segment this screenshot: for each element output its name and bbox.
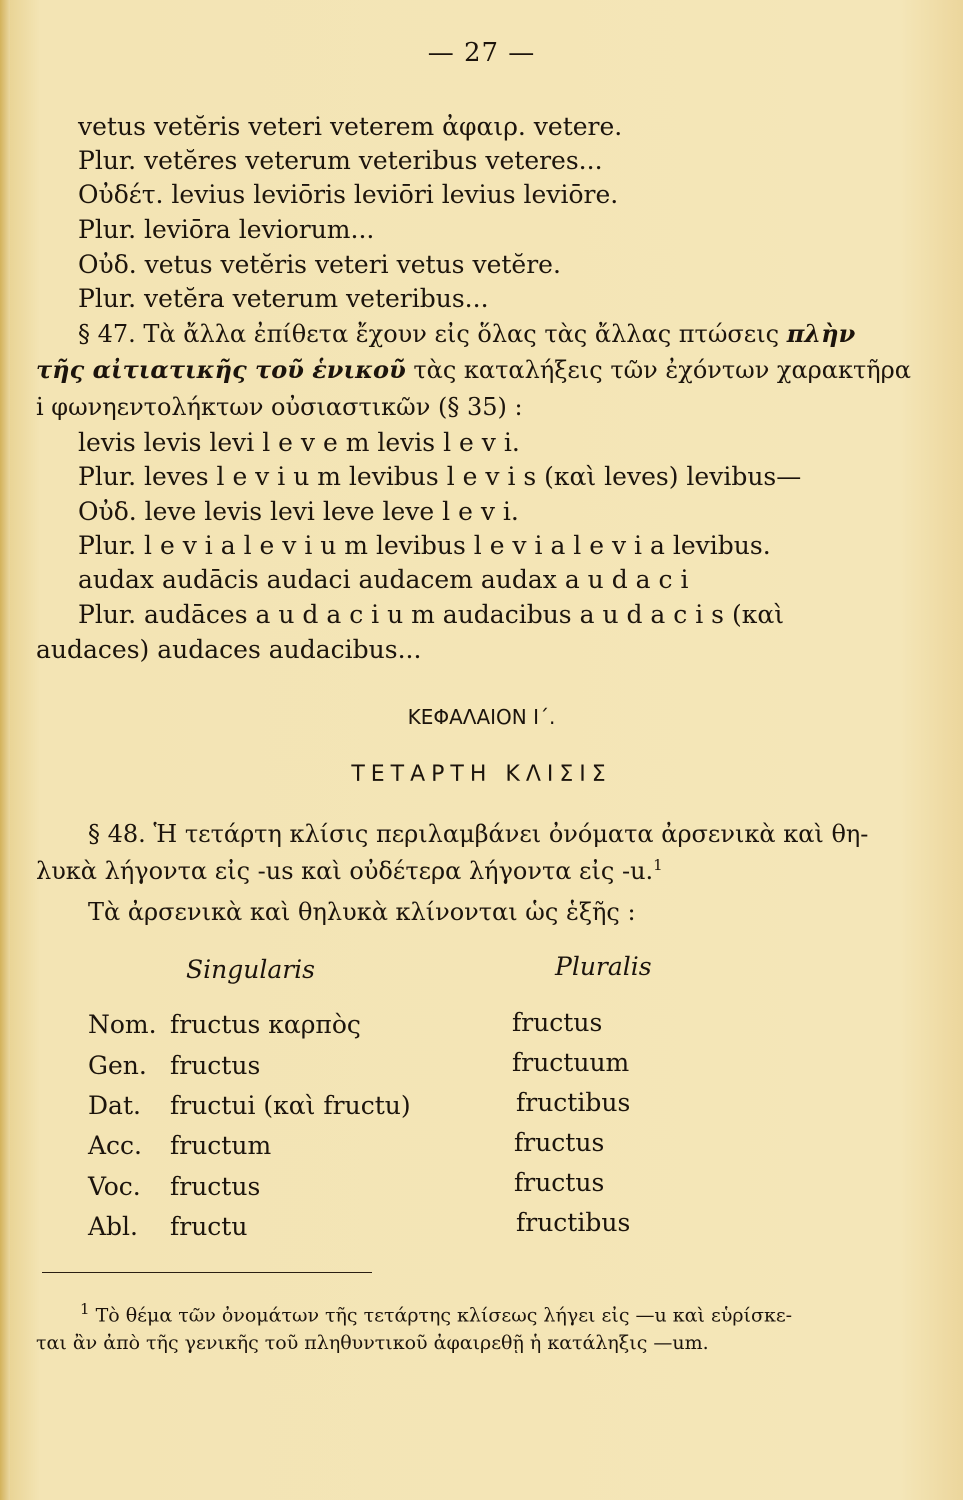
plural-form: fructuum [512,1048,630,1077]
par47-emphasis: τῆς αἰτιατικῆς τοῦ ἑνικοῦ [36,355,406,384]
text-line: Plur. vetĕres veterum veteribus veteres... [78,146,603,175]
paragraph-48-line2 [36,858,663,883]
text-line: Plur. vetĕra veterum veteribus... [78,284,489,313]
paragraph-47-line2 [36,355,911,384]
singular-form: fructu [170,1212,248,1241]
footnote-text: Τὸ θέμα τῶν ὀνομάτων τῆς τετάρτης κλίσεως λήγει εἰς —u καὶ εὑρίσκε- [95,1304,793,1327]
page-edge [0,0,10,1500]
paragraph-48-line3: Τὰ ἀρσενικὰ καὶ θηλυκὰ κλίνονται ὡς ἑξῆς : [88,898,636,926]
example-line: Plur. leves l e v i u m levibus l e v i s (καὶ leves) levibus— [78,462,802,491]
case-label: Nom. [88,1010,157,1039]
case-label: Gen. [88,1051,147,1080]
plural-form: fructus [512,1008,603,1037]
singular-form: fructus καρπὸς [170,1010,361,1039]
case-label: Dat. [88,1091,141,1120]
text-line: vetus vetĕris veteri veterem ἀφαιρ. vetere. [78,112,623,141]
par47-text: τὰς καταλήξεις τῶν ἐχόντων χαρακτῆρα [413,356,911,384]
page-number: — 27 — [427,38,536,68]
example-line: Οὐδ. leve levis levi leve leve l e v i. [78,497,519,526]
par47-lead: § 47. Τὰ ἄλλα ἐπίθετα ἔχουν εἰς ὅλας τὰς ἄλλας πτώσεις [78,320,780,348]
text-line: Οὐδέτ. levius leviōris leviōri levius leviōre. [78,180,619,209]
footnote-ref: 1 [653,856,663,874]
text-line: Plur. leviōra leviorum... [78,215,375,244]
footnote-line1 [80,1300,792,1326]
case-label: Voc. [88,1172,141,1201]
paragraph-47-line1 [78,319,856,348]
example-line: Plur. audāces a u d a c i u m audacibus a u d a c i s (καὶ [78,600,785,629]
chapter-label: ΚΕΦΑΛΑΙΟΝ Ι΄. [407,705,556,729]
example-line: audax audācis audaci audacem audax a u d a c i [78,565,689,594]
paragraph-47-line3: i φωνηεντολήκτων οὐσιαστικῶν (§ 35) : [36,393,523,421]
singular-form: fructus [170,1172,261,1201]
singular-form: fructus [170,1051,261,1080]
plural-form: fructus [514,1168,605,1197]
column-header-singular: Singularis [186,955,316,984]
chapter-title: ΤΕΤΑΡΤΗ ΚΛΙΣΙΣ [351,762,612,787]
footnote-rule [42,1272,372,1273]
column-header-plural: Pluralis [555,952,652,981]
example-line: levis levis levi l e v e m levis l e v i. [78,428,520,457]
case-label: Abl. [88,1212,138,1241]
plural-form: fructibus [516,1088,631,1117]
plural-form: fructus [514,1128,605,1157]
par47-emphasis: πλὴν [786,319,856,348]
par48-text: λυκὰ λήγοντα εἰς -us καὶ οὐδέτερα λήγοντα εἰς -u. [36,857,654,885]
example-line: Plur. l e v i a l e v i u m levibus l e v i a l e v i a levibus. [78,531,771,560]
footnote-marker: 1 [80,1300,90,1318]
case-label: Acc. [88,1131,143,1160]
singular-form: fructui (καὶ fructu) [170,1091,411,1120]
text-line: Οὐδ. vetus vetĕris veteri vetus vetĕre. [78,250,561,279]
singular-form: fructum [170,1131,272,1160]
footnote-line2: ται ἂν ἀπὸ τῆς γενικῆς τοῦ πληθυντικοῦ ἀφαιρεθῇ ἡ κατάληξις —um. [36,1332,709,1354]
paragraph-48-line1: § 48. Ἡ τετάρτη κλίσις περιλαμβάνει ὀνόματα ἀρσενικὰ καὶ θη- [88,820,869,848]
plural-form: fructibus [516,1208,631,1237]
example-line: audaces) audaces audacibus... [36,635,422,664]
